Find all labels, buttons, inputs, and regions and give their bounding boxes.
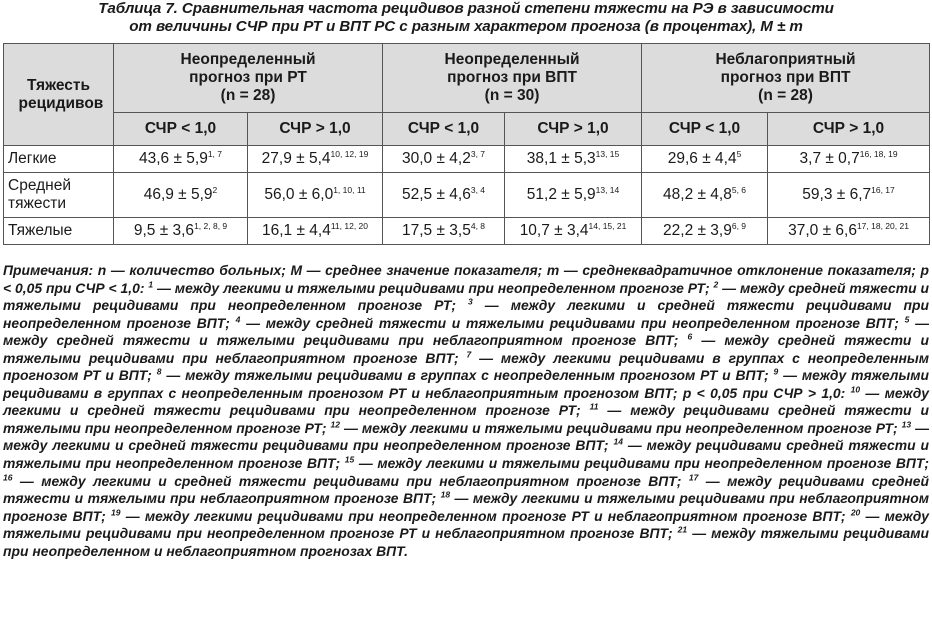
- value-cell: $10,7 \pm 3,4^{14, 15, 21}$: [505, 218, 642, 245]
- group-label: Неопределенный прогноз при ВПТ: [444, 51, 580, 86]
- value-cell: $51,2 \pm 5,9^{13, 14}$: [505, 173, 642, 218]
- value-cell: $56,0 \pm 6,0^{1, 10, 11}$: [248, 173, 383, 218]
- row-header: Тяжесть рецидивов: [18, 76, 104, 112]
- notes-intro: Примечания: n — количество больных; M — среднее значение показателя; m — среднеквадратичное отклонение показателя; p < 0,05 при СЧР < 1,0:: [3, 262, 929, 296]
- subheader: СЧР < 1,0: [642, 113, 768, 146]
- subheader: СЧР > 1,0: [768, 113, 930, 146]
- group-n: (n = 28): [220, 87, 276, 104]
- value-cell: $43,6 \pm 5,9^{1, 7}$: [114, 146, 248, 173]
- value-cell: $30,0 \pm 4,2^{3, 7}$: [383, 146, 505, 173]
- value-cell: $3,7 \pm 0,7^{16, 18, 19}$: [768, 146, 930, 173]
- value-cell: $59,3 \pm 6,7^{16, 17}$: [768, 173, 930, 218]
- recurrence-table: [3, 43, 930, 245]
- notes-paragraph: Примечания: n — количество больных; M — среднее значение показателя; m — среднеквадратичное отклонение показателя; p < 0,05 при СЧР < 1,0: $^1$ — между легкими и тяжелыми рецидивами при неопределенном прогнозе РТ; $^2$ — между средней тяжести и тяжелыми рецидивами при неопределенном прогнозе РТ; $^3$ — между легкими и средней тяжести рецидивами при неопределенном прогнозе ВПТ; $^4$ — между средней тяжести и тяжелыми рецидивами при неопределенном прогнозе ВПТ; $^5$ — между средней тяжести и тяжелыми рецидивами при неблагоприятном прогнозе ВПТ; $^6$ — между средней тяжести и тяжелыми рецидивами при неблагоприятном прогнозе ВПТ; $^7$ — между легкими рецидивами в группах с неопределенным прогнозом РТ и ВПТ; $^8$ — между тяжелыми рецидивами в группах с неопределенным прогнозом РТ и ВПТ; $^9$ — между тяжелыми рецидивами в группах с неопределенным прогнозом РТ и неблагоприятным прогнозом ВПТ; p < 0,05 при СЧР > 1,0: $^{10}$ — между легкими и средней тяжести рецидивами при неопределенном прогнозе РТ; $^{11}$ — между рецидивами средней тяжести и тяжелыми при неопределенном прогнозе РТ; $^{12}$ — между легкими и тяжелыми рецидивами при неопределенном прогнозе РТ; $^{13}$ — между легкими и средней тяжести рецидивами при неопределенном прогнозе ВПТ; $^{14}$ — между рецидивами средней тяжести и тяжелыми при неопределенном прогнозе ВПТ; $^{15}$ — между легкими и тяжелыми рецидивами при неопределенном прогнозе ВПТ; $^{16}$ — между легкими и средней тяжести рецидивами при неблагоприятном прогнозе ВПТ; $^{17}$ — между рецидивами средней тяжести и тяжелыми при неблагоприятном прогнозе ВПТ; $^{18}$ — между легкими и тяжелыми рецидивами при неблагоприятном прогнозе ВПТ; $^{19}$ — между легкими рецидивами при неопределенном прогнозе РТ и неблагоприятном прогнозе ВПТ; $^{20}$ — между тяжелыми рецидивами при неопределенном прогнозе РТ и неблагоприятном прогнозе ВПТ; $^{21}$ — между тяжелыми рецидивами при неопределенном и неблагоприятном прогнозах ВПТ.: [3, 262, 930, 559]
- row-label: Средней тяжести: [4, 173, 114, 218]
- group-header: [383, 44, 642, 113]
- table-caption: [0, 0, 932, 35]
- row-label: Легкие: [4, 146, 114, 173]
- subheader: СЧР > 1,0: [248, 113, 383, 146]
- group-label: Неблагоприятный прогноз при ВПТ: [715, 51, 856, 86]
- subheader: СЧР > 1,0: [505, 113, 642, 146]
- row-header-cell: [4, 44, 114, 146]
- value-cell: $27,9 \pm 5,4^{10, 12, 19}$: [248, 146, 383, 173]
- value-cell: $46,9 \pm 5,9^2$: [114, 173, 248, 218]
- table-row: [4, 218, 930, 245]
- subheader: СЧР < 1,0: [383, 113, 505, 146]
- row-label: Тяжелые: [4, 218, 114, 245]
- group-n: (n = 30): [484, 87, 540, 104]
- table-row: [4, 173, 930, 218]
- group-n: (n = 28): [758, 87, 813, 104]
- caption-line-1: Таблица 7. Сравнительная частота рецидивов разной степени тяжести на РЭ в зависимости: [98, 0, 834, 17]
- group-label: Неопределенный прогноз при РТ: [180, 51, 316, 86]
- value-cell: $29,6 \pm 4,4^5$: [642, 146, 768, 173]
- group-header: [642, 44, 930, 113]
- value-cell: $22,2 \pm 3,9^{6, 9}$: [642, 218, 768, 245]
- table-notes: [3, 262, 929, 560]
- table-row: [4, 146, 930, 173]
- value-cell: $38,1 \pm 5,3^{13, 15}$: [505, 146, 642, 173]
- subheader: СЧР < 1,0: [114, 113, 248, 146]
- value-cell: $48,2 \pm 4,8^{5, 6}$: [642, 173, 768, 218]
- value-cell: $52,5 \pm 4,6^{3, 4}$: [383, 173, 505, 218]
- group-header: [114, 44, 383, 113]
- value-cell: $16,1 \pm 4,4^{11, 12, 20}$: [248, 218, 383, 245]
- value-cell: $9,5 \pm 3,6^{1, 2, 8, 9}$: [114, 218, 248, 245]
- value-cell: $17,5 \pm 3,5^{4, 8}$: [383, 218, 505, 245]
- value-cell: $37,0 \pm 6,6^{17, 18, 20, 21}$: [768, 218, 930, 245]
- caption-line-2: от величины СЧР при РТ и ВПТ РС с разным характером прогноза (в процентах), M ± m: [129, 17, 803, 35]
